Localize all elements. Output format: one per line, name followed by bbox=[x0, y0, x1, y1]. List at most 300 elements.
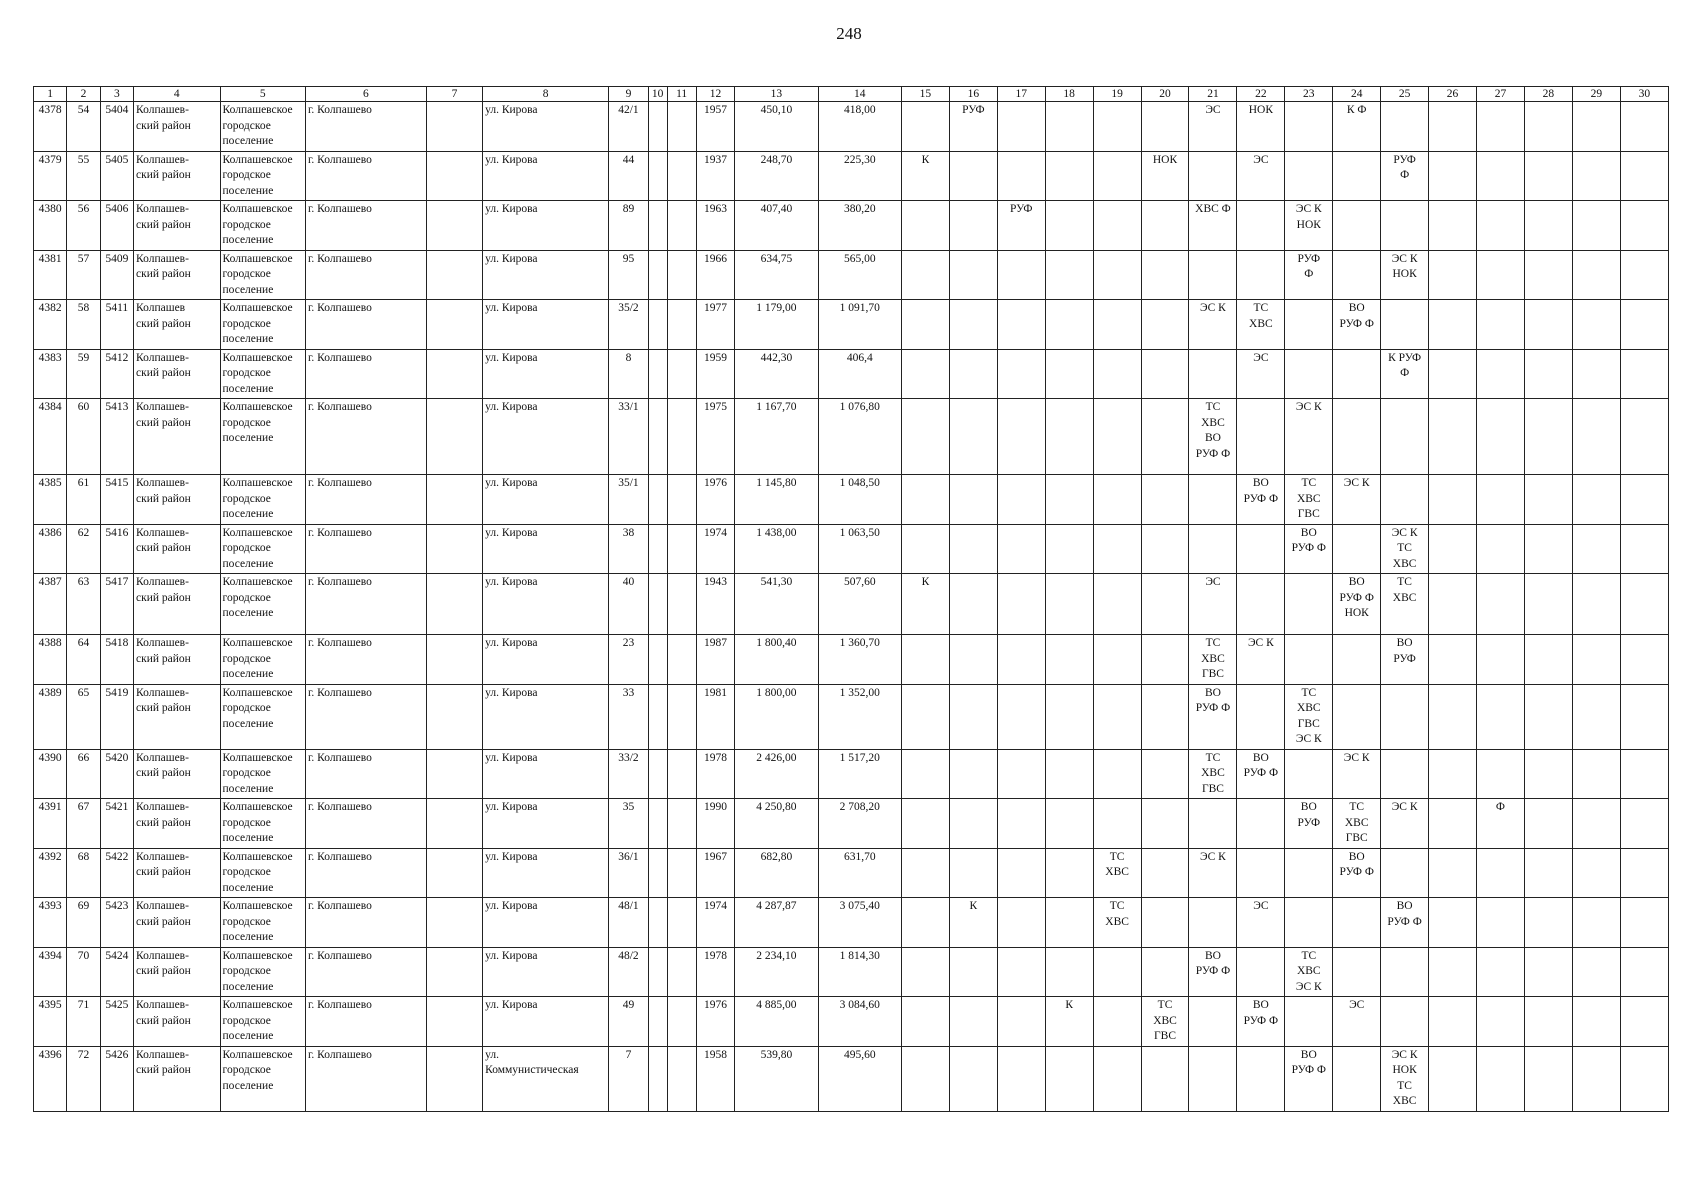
table-cell-col-16 bbox=[949, 947, 997, 997]
table-cell-col-24: ЭС К bbox=[1333, 749, 1381, 799]
table-cell-col-2: 72 bbox=[67, 1046, 100, 1111]
table-row bbox=[34, 399, 1669, 475]
table-cell-col-6: г. Колпашево bbox=[305, 848, 426, 898]
table-cell-col-1: 4394 bbox=[34, 947, 67, 997]
table-cell-col-29 bbox=[1572, 300, 1620, 350]
table-cell-col-26 bbox=[1429, 947, 1477, 997]
table-cell-col-10 bbox=[648, 749, 667, 799]
table-cell-col-22: ЭС bbox=[1237, 898, 1285, 948]
table-cell-col-15 bbox=[901, 997, 949, 1047]
table-cell-col-9: 35/2 bbox=[609, 300, 649, 350]
table-cell-col-2: 66 bbox=[67, 749, 100, 799]
table-cell-col-11 bbox=[667, 749, 696, 799]
table-cell-col-16 bbox=[949, 524, 997, 574]
table-cell-col-18 bbox=[1045, 250, 1093, 300]
table-cell-col-12: 1977 bbox=[696, 300, 735, 350]
table-cell-col-10 bbox=[648, 574, 667, 635]
table-cell-col-14: 225,30 bbox=[818, 151, 901, 201]
table-cell-col-9: 23 bbox=[609, 635, 649, 685]
table-cell-col-4: Колпашев- ский район bbox=[134, 1046, 220, 1111]
table-cell-col-27 bbox=[1477, 151, 1525, 201]
table-cell-col-5: Колпашевское городское поселение bbox=[220, 684, 305, 749]
table-cell-col-16 bbox=[949, 635, 997, 685]
table-cell-col-8: ул. Кирова bbox=[483, 151, 609, 201]
table-cell-col-23: ТС ХВС ГВС ЭС К bbox=[1285, 684, 1333, 749]
table-cell-col-21: ХВС Ф bbox=[1189, 201, 1237, 251]
table-cell-col-24 bbox=[1333, 201, 1381, 251]
table-cell-col-19 bbox=[1093, 684, 1141, 749]
table-cell-col-14: 565,00 bbox=[818, 250, 901, 300]
table-cell-col-20 bbox=[1141, 250, 1189, 300]
table-cell-col-3: 5411 bbox=[100, 300, 133, 350]
table-cell-col-19: ТС ХВС bbox=[1093, 848, 1141, 898]
table-cell-col-22: ВО РУФ Ф bbox=[1237, 997, 1285, 1047]
table-cell-col-4: Колпашев- ский район bbox=[134, 524, 220, 574]
table-cell-col-28 bbox=[1524, 250, 1572, 300]
table-cell-col-25: ЭС К НОК bbox=[1381, 250, 1429, 300]
table-cell-col-25 bbox=[1381, 749, 1429, 799]
table-row bbox=[34, 524, 1669, 574]
table-cell-col-8: ул. Кирова bbox=[483, 475, 609, 525]
table-cell-col-27 bbox=[1477, 574, 1525, 635]
table-cell-col-8: ул. Кирова bbox=[483, 574, 609, 635]
table-cell-col-4: Колпашев- ский район bbox=[134, 102, 220, 152]
table-cell-col-11 bbox=[667, 799, 696, 849]
table-cell-col-21 bbox=[1189, 250, 1237, 300]
table-cell-col-23 bbox=[1285, 635, 1333, 685]
table-cell-col-27 bbox=[1477, 1046, 1525, 1111]
table-cell-col-26 bbox=[1429, 635, 1477, 685]
table-cell-col-23 bbox=[1285, 151, 1333, 201]
table-cell-col-13: 2 426,00 bbox=[735, 749, 818, 799]
table-cell-col-29 bbox=[1572, 201, 1620, 251]
table-cell-col-29 bbox=[1572, 749, 1620, 799]
table-cell-col-21: ЭС К bbox=[1189, 848, 1237, 898]
table-cell-col-16: К bbox=[949, 898, 997, 948]
table-row bbox=[34, 250, 1669, 300]
table-cell-col-13: 1 438,00 bbox=[735, 524, 818, 574]
table-cell-col-2: 71 bbox=[67, 997, 100, 1047]
table-cell-col-5: Колпашевское городское поселение bbox=[220, 201, 305, 251]
table-cell-col-1: 4387 bbox=[34, 574, 67, 635]
table-cell-col-18 bbox=[1045, 399, 1093, 475]
table-cell-col-1: 4389 bbox=[34, 684, 67, 749]
table-cell-col-9: 95 bbox=[609, 250, 649, 300]
table-cell-col-29 bbox=[1572, 848, 1620, 898]
table-cell-col-11 bbox=[667, 848, 696, 898]
table-cell-col-21 bbox=[1189, 475, 1237, 525]
table-cell-col-16 bbox=[949, 997, 997, 1047]
table-cell-col-1: 4379 bbox=[34, 151, 67, 201]
table-cell-col-4: Колпашев- ский район bbox=[134, 898, 220, 948]
table-cell-col-14: 1 360,70 bbox=[818, 635, 901, 685]
table-cell-col-2: 63 bbox=[67, 574, 100, 635]
table-cell-col-30 bbox=[1620, 1046, 1668, 1111]
table-cell-col-27 bbox=[1477, 635, 1525, 685]
table-cell-col-15 bbox=[901, 201, 949, 251]
header-row bbox=[34, 87, 1669, 102]
table-cell-col-8: ул. Кирова bbox=[483, 635, 609, 685]
table-row bbox=[34, 684, 1669, 749]
table-cell-col-13: 1 800,40 bbox=[735, 635, 818, 685]
table-cell-col-19 bbox=[1093, 102, 1141, 152]
table-cell-col-10 bbox=[648, 1046, 667, 1111]
column-header-1: 1 bbox=[34, 87, 67, 102]
table-cell-col-17 bbox=[997, 635, 1045, 685]
table-row bbox=[34, 799, 1669, 849]
table-cell-col-7 bbox=[426, 399, 482, 475]
column-header-26: 26 bbox=[1429, 87, 1477, 102]
table-cell-col-9: 7 bbox=[609, 1046, 649, 1111]
table-cell-col-20 bbox=[1141, 349, 1189, 399]
table-row bbox=[34, 898, 1669, 948]
table-cell-col-20 bbox=[1141, 300, 1189, 350]
table-cell-col-29 bbox=[1572, 475, 1620, 525]
table-cell-col-25 bbox=[1381, 475, 1429, 525]
table-cell-col-19 bbox=[1093, 250, 1141, 300]
table-cell-col-6: г. Колпашево bbox=[305, 524, 426, 574]
table-cell-col-13: 4 885,00 bbox=[735, 997, 818, 1047]
table-cell-col-7 bbox=[426, 799, 482, 849]
table-cell-col-13: 1 179,00 bbox=[735, 300, 818, 350]
table-row bbox=[34, 749, 1669, 799]
table-cell-col-19 bbox=[1093, 475, 1141, 525]
column-header-24: 24 bbox=[1333, 87, 1381, 102]
table-cell-col-20 bbox=[1141, 574, 1189, 635]
table-cell-col-1: 4380 bbox=[34, 201, 67, 251]
table-cell-col-6: г. Колпашево bbox=[305, 300, 426, 350]
table-cell-col-23 bbox=[1285, 848, 1333, 898]
table-cell-col-5: Колпашевское городское поселение bbox=[220, 635, 305, 685]
table-cell-col-10 bbox=[648, 399, 667, 475]
table-cell-col-22 bbox=[1237, 684, 1285, 749]
table-cell-col-27 bbox=[1477, 684, 1525, 749]
table-row bbox=[34, 300, 1669, 350]
table-cell-col-6: г. Колпашево bbox=[305, 475, 426, 525]
table-cell-col-25 bbox=[1381, 684, 1429, 749]
column-header-17: 17 bbox=[997, 87, 1045, 102]
data-table bbox=[33, 86, 1669, 1112]
table-cell-col-27 bbox=[1477, 300, 1525, 350]
table-cell-col-26 bbox=[1429, 250, 1477, 300]
table-cell-col-13: 442,30 bbox=[735, 349, 818, 399]
table-cell-col-9: 36/1 bbox=[609, 848, 649, 898]
table-cell-col-24: ВО РУФ Ф bbox=[1333, 848, 1381, 898]
table-cell-col-16 bbox=[949, 475, 997, 525]
table-cell-col-11 bbox=[667, 997, 696, 1047]
table-cell-col-16 bbox=[949, 300, 997, 350]
table-cell-col-15 bbox=[901, 635, 949, 685]
table-cell-col-21: ВО РУФ Ф bbox=[1189, 947, 1237, 997]
table-cell-col-27 bbox=[1477, 102, 1525, 152]
table-cell-col-25 bbox=[1381, 997, 1429, 1047]
table-cell-col-26 bbox=[1429, 524, 1477, 574]
table-cell-col-28 bbox=[1524, 848, 1572, 898]
table-cell-col-25: ВО РУФ bbox=[1381, 635, 1429, 685]
table-cell-col-6: г. Колпашево bbox=[305, 684, 426, 749]
table-cell-col-25: ЭС К НОК ТС ХВС bbox=[1381, 1046, 1429, 1111]
column-header-8: 8 bbox=[483, 87, 609, 102]
table-cell-col-5: Колпашевское городское поселение bbox=[220, 898, 305, 948]
table-cell-col-14: 1 091,70 bbox=[818, 300, 901, 350]
table-cell-col-5: Колпашевское городское поселение bbox=[220, 574, 305, 635]
table-cell-col-4: Колпашев- ский район bbox=[134, 574, 220, 635]
table-cell-col-24: ЭС К bbox=[1333, 475, 1381, 525]
table-cell-col-15 bbox=[901, 102, 949, 152]
table-cell-col-14: 3 075,40 bbox=[818, 898, 901, 948]
table-cell-col-17 bbox=[997, 102, 1045, 152]
table-cell-col-14: 2 708,20 bbox=[818, 799, 901, 849]
table-cell-col-30 bbox=[1620, 475, 1668, 525]
column-header-27: 27 bbox=[1477, 87, 1525, 102]
table-cell-col-4: Колпашев- ский район bbox=[134, 684, 220, 749]
table-cell-col-11 bbox=[667, 300, 696, 350]
table-cell-col-14: 380,20 bbox=[818, 201, 901, 251]
table-cell-col-13: 4 250,80 bbox=[735, 799, 818, 849]
table-cell-col-17 bbox=[997, 250, 1045, 300]
table-cell-col-15 bbox=[901, 749, 949, 799]
table-cell-col-8: ул. Кирова bbox=[483, 250, 609, 300]
table-cell-col-1: 4396 bbox=[34, 1046, 67, 1111]
table-cell-col-14: 1 517,20 bbox=[818, 749, 901, 799]
table-cell-col-4: Колпашев- ский район bbox=[134, 947, 220, 997]
table-cell-col-19 bbox=[1093, 300, 1141, 350]
table-cell-col-24 bbox=[1333, 349, 1381, 399]
table-cell-col-7 bbox=[426, 250, 482, 300]
table-cell-col-2: 69 bbox=[67, 898, 100, 948]
table-cell-col-24 bbox=[1333, 151, 1381, 201]
table-cell-col-24 bbox=[1333, 399, 1381, 475]
table-cell-col-17 bbox=[997, 947, 1045, 997]
table-cell-col-5: Колпашевское городское поселение bbox=[220, 151, 305, 201]
table-cell-col-6: г. Колпашево bbox=[305, 947, 426, 997]
table-cell-col-23: ЭС К bbox=[1285, 399, 1333, 475]
table-cell-col-12: 1976 bbox=[696, 475, 735, 525]
table-cell-col-9: 8 bbox=[609, 349, 649, 399]
table-cell-col-24 bbox=[1333, 250, 1381, 300]
table-cell-col-15 bbox=[901, 349, 949, 399]
table-cell-col-14: 418,00 bbox=[818, 102, 901, 152]
table-cell-col-5: Колпашевское городское поселение bbox=[220, 524, 305, 574]
table-cell-col-4: Колпашев- ский район bbox=[134, 250, 220, 300]
table-cell-col-23: ВО РУФ Ф bbox=[1285, 1046, 1333, 1111]
table-cell-col-24: ТС ХВС ГВС bbox=[1333, 799, 1381, 849]
table-cell-col-22 bbox=[1237, 574, 1285, 635]
table-cell-col-10 bbox=[648, 947, 667, 997]
table-cell-col-14: 507,60 bbox=[818, 574, 901, 635]
table-cell-col-21 bbox=[1189, 1046, 1237, 1111]
table-cell-col-26 bbox=[1429, 898, 1477, 948]
table-cell-col-13: 539,80 bbox=[735, 1046, 818, 1111]
table-cell-col-3: 5419 bbox=[100, 684, 133, 749]
table-row bbox=[34, 947, 1669, 997]
table-cell-col-26 bbox=[1429, 300, 1477, 350]
table-cell-col-24: К Ф bbox=[1333, 102, 1381, 152]
column-header-9: 9 bbox=[609, 87, 649, 102]
column-header-6: 6 bbox=[305, 87, 426, 102]
table-cell-col-2: 67 bbox=[67, 799, 100, 849]
table-cell-col-11 bbox=[667, 524, 696, 574]
table-cell-col-8: ул. Кирова bbox=[483, 749, 609, 799]
table-cell-col-16 bbox=[949, 201, 997, 251]
table-cell-col-30 bbox=[1620, 799, 1668, 849]
table-cell-col-19 bbox=[1093, 399, 1141, 475]
table-cell-col-15 bbox=[901, 524, 949, 574]
table-cell-col-22 bbox=[1237, 947, 1285, 997]
table-cell-col-26 bbox=[1429, 201, 1477, 251]
table-cell-col-1: 4378 bbox=[34, 102, 67, 152]
table-cell-col-25 bbox=[1381, 947, 1429, 997]
table-cell-col-5: Колпашевское городское поселение bbox=[220, 475, 305, 525]
table-cell-col-20: НОК bbox=[1141, 151, 1189, 201]
table-cell-col-16 bbox=[949, 848, 997, 898]
table-cell-col-12: 1957 bbox=[696, 102, 735, 152]
table-cell-col-15 bbox=[901, 898, 949, 948]
table-cell-col-30 bbox=[1620, 635, 1668, 685]
table-cell-col-3: 5425 bbox=[100, 997, 133, 1047]
table-cell-col-27 bbox=[1477, 898, 1525, 948]
table-row bbox=[34, 848, 1669, 898]
table-cell-col-8: ул. Кирова bbox=[483, 997, 609, 1047]
table-cell-col-14: 406,4 bbox=[818, 349, 901, 399]
table-cell-col-16 bbox=[949, 749, 997, 799]
table-cell-col-12: 1978 bbox=[696, 749, 735, 799]
table-cell-col-3: 5421 bbox=[100, 799, 133, 849]
table-cell-col-1: 4381 bbox=[34, 250, 67, 300]
table-cell-col-12: 1987 bbox=[696, 635, 735, 685]
table-cell-col-17 bbox=[997, 749, 1045, 799]
table-cell-col-7 bbox=[426, 1046, 482, 1111]
table-cell-col-4: Колпашев- ский район bbox=[134, 848, 220, 898]
table-cell-col-11 bbox=[667, 1046, 696, 1111]
table-cell-col-9: 33 bbox=[609, 684, 649, 749]
table-cell-col-17 bbox=[997, 399, 1045, 475]
table-cell-col-9: 89 bbox=[609, 201, 649, 251]
table-cell-col-26 bbox=[1429, 102, 1477, 152]
table-cell-col-29 bbox=[1572, 898, 1620, 948]
table-cell-col-19 bbox=[1093, 997, 1141, 1047]
column-header-23: 23 bbox=[1285, 87, 1333, 102]
table-cell-col-22 bbox=[1237, 201, 1285, 251]
table-cell-col-28 bbox=[1524, 947, 1572, 997]
table-cell-col-26 bbox=[1429, 799, 1477, 849]
table-cell-col-22 bbox=[1237, 399, 1285, 475]
table-cell-col-2: 54 bbox=[67, 102, 100, 152]
table-cell-col-6: г. Колпашево bbox=[305, 349, 426, 399]
table-cell-col-9: 42/1 bbox=[609, 102, 649, 152]
table-cell-col-24: ВО РУФ Ф bbox=[1333, 300, 1381, 350]
table-cell-col-29 bbox=[1572, 1046, 1620, 1111]
table-cell-col-17 bbox=[997, 997, 1045, 1047]
table-cell-col-3: 5423 bbox=[100, 898, 133, 948]
table-cell-col-7 bbox=[426, 524, 482, 574]
table-cell-col-9: 49 bbox=[609, 997, 649, 1047]
table-cell-col-16 bbox=[949, 799, 997, 849]
table-cell-col-16 bbox=[949, 399, 997, 475]
column-header-4: 4 bbox=[134, 87, 220, 102]
table-cell-col-30 bbox=[1620, 898, 1668, 948]
table-cell-col-27 bbox=[1477, 349, 1525, 399]
table-cell-col-6: г. Колпашево bbox=[305, 997, 426, 1047]
table-cell-col-29 bbox=[1572, 399, 1620, 475]
table-cell-col-9: 33/1 bbox=[609, 399, 649, 475]
table-cell-col-18 bbox=[1045, 848, 1093, 898]
table-cell-col-8: ул. Кирова bbox=[483, 349, 609, 399]
table-cell-col-25 bbox=[1381, 201, 1429, 251]
table-cell-col-14: 631,70 bbox=[818, 848, 901, 898]
table-cell-col-23 bbox=[1285, 300, 1333, 350]
table-cell-col-27 bbox=[1477, 848, 1525, 898]
table-cell-col-25 bbox=[1381, 102, 1429, 152]
table-cell-col-12: 1974 bbox=[696, 524, 735, 574]
table-cell-col-7 bbox=[426, 997, 482, 1047]
table-cell-col-8: ул. Кирова bbox=[483, 399, 609, 475]
table-cell-col-22 bbox=[1237, 524, 1285, 574]
table-cell-col-23: РУФ Ф bbox=[1285, 250, 1333, 300]
column-header-11: 11 bbox=[667, 87, 696, 102]
table-cell-col-20 bbox=[1141, 1046, 1189, 1111]
table-cell-col-18 bbox=[1045, 151, 1093, 201]
table-cell-col-17 bbox=[997, 475, 1045, 525]
table-cell-col-24 bbox=[1333, 684, 1381, 749]
table-cell-col-6: г. Колпашево bbox=[305, 799, 426, 849]
table-row bbox=[34, 635, 1669, 685]
table-cell-col-24: ВО РУФ Ф НОК bbox=[1333, 574, 1381, 635]
table-cell-col-1: 4391 bbox=[34, 799, 67, 849]
table-cell-col-15 bbox=[901, 300, 949, 350]
table-cell-col-15 bbox=[901, 848, 949, 898]
table-cell-col-24 bbox=[1333, 947, 1381, 997]
table-cell-col-12: 1959 bbox=[696, 349, 735, 399]
table-cell-col-30 bbox=[1620, 349, 1668, 399]
table-cell-col-10 bbox=[648, 349, 667, 399]
table-cell-col-10 bbox=[648, 799, 667, 849]
table-cell-col-3: 5405 bbox=[100, 151, 133, 201]
table-cell-col-10 bbox=[648, 300, 667, 350]
table-cell-col-19 bbox=[1093, 201, 1141, 251]
table-cell-col-30 bbox=[1620, 749, 1668, 799]
table-cell-col-6: г. Колпашево bbox=[305, 201, 426, 251]
table-cell-col-29 bbox=[1572, 250, 1620, 300]
table-cell-col-22: ВО РУФ Ф bbox=[1237, 475, 1285, 525]
table-cell-col-21 bbox=[1189, 151, 1237, 201]
table-cell-col-8: ул. Кирова bbox=[483, 799, 609, 849]
table-cell-col-1: 4390 bbox=[34, 749, 67, 799]
table-cell-col-9: 38 bbox=[609, 524, 649, 574]
table-cell-col-18 bbox=[1045, 749, 1093, 799]
table-cell-col-6: г. Колпашево bbox=[305, 399, 426, 475]
column-header-30: 30 bbox=[1620, 87, 1668, 102]
table-cell-col-28 bbox=[1524, 799, 1572, 849]
table-cell-col-6: г. Колпашево bbox=[305, 898, 426, 948]
table-cell-col-14: 1 814,30 bbox=[818, 947, 901, 997]
table-cell-col-21 bbox=[1189, 898, 1237, 948]
table-cell-col-11 bbox=[667, 201, 696, 251]
table-cell-col-29 bbox=[1572, 635, 1620, 685]
table-cell-col-27 bbox=[1477, 250, 1525, 300]
table-cell-col-8: ул. Кирова bbox=[483, 524, 609, 574]
table-cell-col-5: Колпашевское городское поселение bbox=[220, 1046, 305, 1111]
table-cell-col-28 bbox=[1524, 201, 1572, 251]
table-cell-col-22: ЭС К bbox=[1237, 635, 1285, 685]
table-cell-col-5: Колпашевское городское поселение bbox=[220, 799, 305, 849]
table-cell-col-12: 1958 bbox=[696, 1046, 735, 1111]
table-cell-col-10 bbox=[648, 635, 667, 685]
table-cell-col-17 bbox=[997, 349, 1045, 399]
table-cell-col-19 bbox=[1093, 151, 1141, 201]
table-cell-col-15 bbox=[901, 684, 949, 749]
table-cell-col-2: 55 bbox=[67, 151, 100, 201]
